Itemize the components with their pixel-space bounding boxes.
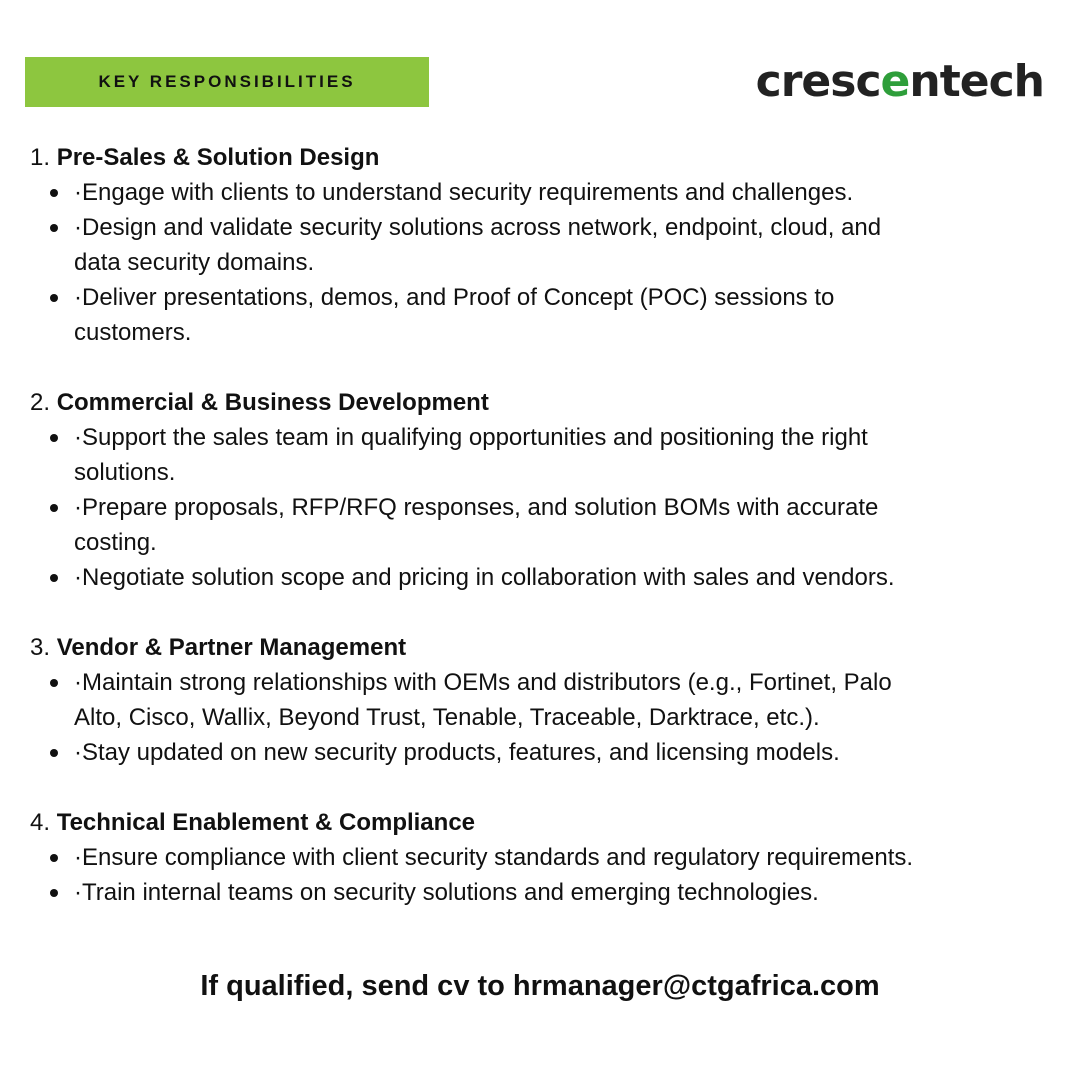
list-item [30, 420, 1060, 490]
section-title: Pre-Sales & Solution Design [56, 144, 380, 171]
bullet-icon [50, 574, 58, 582]
bullet-icon [50, 189, 58, 197]
list-item [30, 175, 1060, 210]
section-heading [30, 805, 1060, 840]
list-item [30, 665, 1060, 735]
list-item [30, 280, 1060, 350]
bullet-text: ·Train internal teams on security solutions and emerging technologies. [74, 879, 819, 906]
bullet-text: ·Prepare proposals, RFP/RFQ responses, and solution BOMs with accurate [74, 494, 879, 521]
list-item [30, 875, 1060, 910]
bullet-icon [50, 854, 58, 862]
logo-e-mark: e [880, 56, 910, 107]
bullet-text: costing. [74, 529, 157, 556]
application-instruction: If qualified, send cv to hrmanager@ctgafrica.com [200, 970, 880, 1002]
bullet-text: ·Stay updated on new security products, features, and licensing models. [74, 739, 840, 766]
bullet-icon [50, 224, 58, 232]
logo-text-post: ntech [909, 56, 1044, 107]
banner-title: KEY RESPONSIBILITIES [98, 72, 356, 91]
section-heading [30, 140, 1060, 175]
bullet-text: solutions. [74, 459, 176, 486]
section-heading [30, 385, 1060, 420]
bullet-text: data security domains. [74, 249, 315, 276]
bullet-icon [50, 679, 58, 687]
section-title: Vendor & Partner Management [56, 634, 407, 661]
bullet-text: Alto, Cisco, Wallix, Beyond Trust, Tenable, Traceable, Darktrace, etc.). [74, 704, 820, 731]
section-number: 1. [30, 144, 51, 171]
crescentech-logo [756, 56, 1044, 107]
section-2 [30, 385, 1060, 595]
section-4 [30, 805, 1060, 910]
bullet-list [30, 840, 1060, 910]
section-title: Technical Enablement & Compliance [56, 809, 476, 836]
section-number: 4. [30, 809, 51, 836]
section-number: 2. [30, 389, 51, 416]
bullet-list [30, 665, 1060, 770]
responsibilities-list [30, 140, 1060, 945]
bullet-text: customers. [74, 319, 192, 346]
bullet-icon [50, 889, 58, 897]
bullet-list [30, 175, 1060, 350]
bullet-text: ·Support the sales team in qualifying opportunities and positioning the right [74, 424, 868, 451]
bullet-list [30, 420, 1060, 595]
logo-text-pre: cresc [755, 56, 881, 107]
list-item [30, 210, 1060, 280]
section-1 [30, 140, 1060, 350]
list-item [30, 735, 1060, 770]
section-title: Commercial & Business Development [56, 389, 489, 416]
bullet-icon [50, 294, 58, 302]
section-heading [30, 630, 1060, 665]
bullet-text: ·Negotiate solution scope and pricing in collaboration with sales and vendors. [74, 564, 895, 591]
bullet-icon [50, 504, 58, 512]
bullet-icon [50, 749, 58, 757]
section-3 [30, 630, 1060, 770]
bullet-text: ·Maintain strong relationships with OEMs and distributors (e.g., Fortinet, Palo [74, 669, 892, 696]
bullet-text: ·Deliver presentations, demos, and Proof of Concept (POC) sessions to [74, 284, 835, 311]
list-item [30, 840, 1060, 875]
section-number: 3. [30, 634, 51, 661]
bullet-text: ·Ensure compliance with client security standards and regulatory requirements. [74, 844, 914, 871]
list-item [30, 490, 1060, 560]
list-item [30, 560, 1060, 595]
bullet-text: ·Engage with clients to understand security requirements and challenges. [74, 179, 854, 206]
bullet-icon [50, 434, 58, 442]
key-responsibilities-banner [25, 57, 429, 107]
bullet-text: ·Design and validate security solutions across network, endpoint, cloud, and [74, 214, 882, 241]
